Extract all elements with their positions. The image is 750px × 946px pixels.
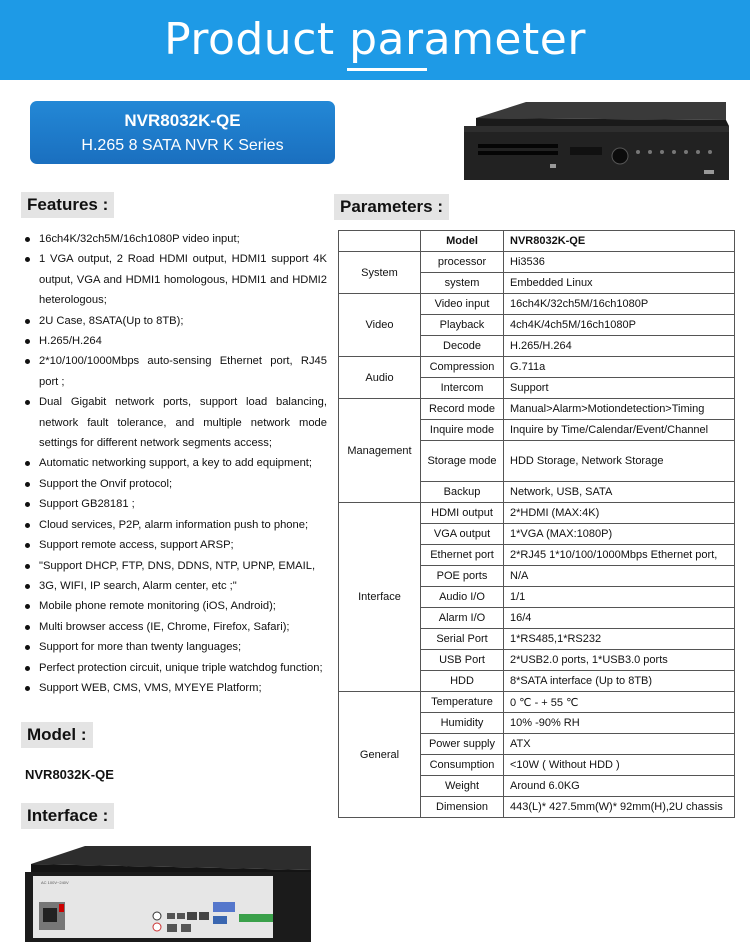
table-header-key: Model: [421, 231, 504, 252]
group-video: Video: [339, 294, 421, 357]
feature-item: Support WEB, CMS, VMS, MYEYE Platform;: [25, 678, 327, 698]
table-row: [339, 252, 735, 273]
param-key: VGA output: [421, 524, 504, 545]
header-banner: [0, 0, 750, 80]
param-key: POE ports: [421, 566, 504, 587]
nvr-back-image: [25, 842, 311, 942]
param-key: Video input: [421, 294, 504, 315]
parameters-label: Parameters :: [334, 194, 449, 220]
group-interface: Interface: [339, 503, 421, 692]
param-key: Record mode: [421, 399, 504, 420]
param-key: Serial Port: [421, 629, 504, 650]
feature-item: H.265/H.264: [25, 331, 327, 351]
param-key: Ethernet port: [421, 545, 504, 566]
group-general: General: [339, 692, 421, 818]
title-underline: [347, 68, 427, 71]
model-box-name: NVR8032K-QE: [124, 111, 241, 130]
param-value: Network, USB, SATA: [504, 482, 735, 503]
param-value: 443(L)* 427.5mm(W)* 92mm(H),2U chassis: [504, 797, 735, 818]
param-value: G.711a: [504, 357, 735, 378]
param-value: Hi3536: [504, 252, 735, 273]
param-value: 1/1: [504, 587, 735, 608]
param-value: <10W ( Without HDD ): [504, 755, 735, 776]
feature-item: Dual Gigabit network ports, support load balancing, network fault tolerance, and multiple network mode settings for different network segments access;: [25, 392, 327, 453]
param-value: N/A: [504, 566, 735, 587]
param-key: Audio I/O: [421, 587, 504, 608]
parameters-table: [338, 230, 735, 818]
group-system: System: [339, 252, 421, 294]
param-key: processor: [421, 252, 504, 273]
feature-item: 1 VGA output, 2 Road HDMI output, HDMI1 support 4K output, VGA and HDMI1 homologous, HDMI1 and HDMI2 heterologous;: [25, 249, 327, 310]
group-audio: Audio: [339, 357, 421, 399]
param-value: Embedded Linux: [504, 273, 735, 294]
param-key: Backup: [421, 482, 504, 503]
feature-item: "Support DHCP, FTP, DNS, DDNS, NTP, UPNP, EMAIL,: [25, 556, 327, 576]
param-value: 1*VGA (MAX:1080P): [504, 524, 735, 545]
param-value: 2*RJ45 1*10/100/1000Mbps Ethernet port,: [504, 545, 735, 566]
param-key: Humidity: [421, 713, 504, 734]
feature-item: Cloud services, P2P, alarm information push to phone;: [25, 515, 327, 535]
features-list: [25, 229, 327, 698]
param-value: 1*RS485,1*RS232: [504, 629, 735, 650]
param-value: Manual>Alarm>Motiondetection>Timing: [504, 399, 735, 420]
param-value: 16ch4K/32ch5M/16ch1080P: [504, 294, 735, 315]
feature-item: 2*10/100/1000Mbps auto-sensing Ethernet port, RJ45 port ;: [25, 351, 327, 392]
feature-item: Support remote access, support ARSP;: [25, 535, 327, 555]
param-key: Consumption: [421, 755, 504, 776]
param-key: Temperature: [421, 692, 504, 713]
feature-item: Support for more than twenty languages;: [25, 637, 327, 657]
power-rating-label: AC 100V~240V: [41, 880, 69, 885]
table-row: [339, 357, 735, 378]
param-key: Dimension: [421, 797, 504, 818]
feature-item: Perfect protection circuit, unique triple watchdog function;: [25, 658, 327, 678]
param-value: 2*HDMI (MAX:4K): [504, 503, 735, 524]
param-key: HDMI output: [421, 503, 504, 524]
table-header-row: [339, 231, 735, 252]
feature-item: Support the Onvif protocol;: [25, 474, 327, 494]
param-key: Weight: [421, 776, 504, 797]
param-value: 0 ℃ - + 55 ℃: [504, 692, 735, 713]
table-row: [339, 503, 735, 524]
param-key: HDD: [421, 671, 504, 692]
param-value: Support: [504, 378, 735, 399]
table-header-value: NVR8032K-QE: [504, 231, 735, 252]
param-value: HDD Storage, Network Storage: [504, 441, 735, 482]
feature-item: Multi browser access (IE, Chrome, Firefox, Safari);: [25, 617, 327, 637]
table-row: [339, 294, 735, 315]
group-management: Management: [339, 399, 421, 503]
param-key: Alarm I/O: [421, 608, 504, 629]
feature-item: Automatic networking support, a key to add equipment;: [25, 453, 327, 473]
param-key: Decode: [421, 336, 504, 357]
feature-item: 16ch4K/32ch5M/16ch1080P video input;: [25, 229, 327, 249]
table-cell: [339, 231, 421, 252]
param-value: 16/4: [504, 608, 735, 629]
param-key: system: [421, 273, 504, 294]
features-label: Features :: [21, 192, 114, 218]
table-row: [339, 692, 735, 713]
param-key: USB Port: [421, 650, 504, 671]
param-value: Around 6.0KG: [504, 776, 735, 797]
model-value: NVR8032K-QE: [25, 767, 114, 782]
param-value: 4ch4K/4ch5M/16ch1080P: [504, 315, 735, 336]
param-key: Storage mode: [421, 441, 504, 482]
model-box-series: H.265 8 SATA NVR K Series: [81, 137, 284, 154]
feature-item: 3G, WIFI, IP search, Alarm center, etc ;": [25, 576, 327, 596]
param-value: H.265/H.264: [504, 336, 735, 357]
param-key: Inquire mode: [421, 420, 504, 441]
param-key: Compression: [421, 357, 504, 378]
param-value: 8*SATA interface (Up to 8TB): [504, 671, 735, 692]
param-value: 2*USB2.0 ports, 1*USB3.0 ports: [504, 650, 735, 671]
param-value: 10% -90% RH: [504, 713, 735, 734]
param-key: Power supply: [421, 734, 504, 755]
param-key: Intercom: [421, 378, 504, 399]
feature-item: 2U Case, 8SATA(Up to 8TB);: [25, 311, 327, 331]
param-key: Playback: [421, 315, 504, 336]
interface-label: Interface :: [21, 803, 114, 829]
feature-item: Support GB28181 ;: [25, 494, 327, 514]
param-value: ATX: [504, 734, 735, 755]
page-title: Product parameter: [164, 14, 586, 65]
model-label: Model :: [21, 722, 93, 748]
model-title-box: [30, 101, 335, 164]
param-value: Inquire by Time/Calendar/Event/Channel: [504, 420, 735, 441]
table-row: [339, 399, 735, 420]
nvr-front-image: [464, 100, 734, 182]
feature-item: Mobile phone remote monitoring (iOS, Android);: [25, 596, 327, 616]
